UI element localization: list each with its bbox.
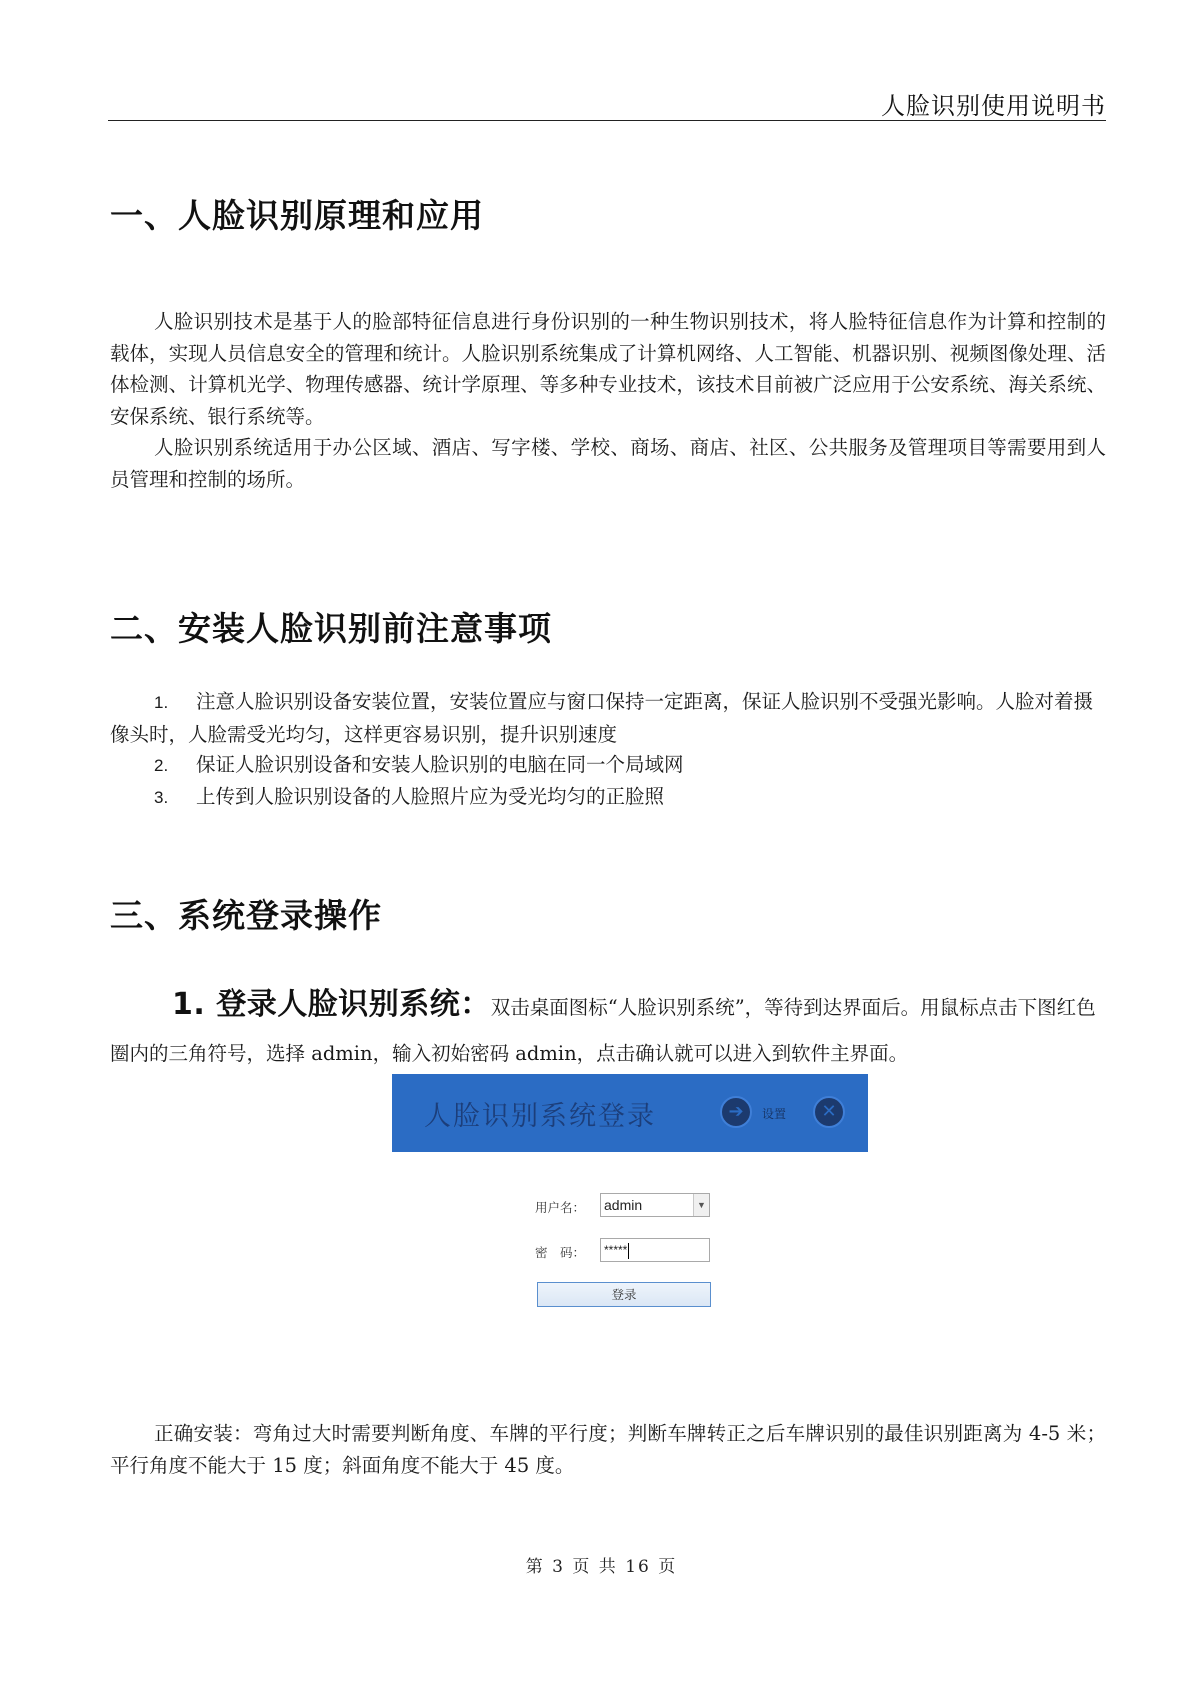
installation-note: 正确安装：弯角过大时需要判断角度、车牌的平行度；判断车牌转正之后车牌识别的最佳识别距离为 4-5 米；平行角度不能大于 15 度；斜面角度不能大于 45 度。 — [110, 1422, 1106, 1477]
notice-item-text: 上传到人脸识别设备的人脸照片应为受光均匀的正脸照 — [196, 785, 665, 808]
settings-label[interactable]: 设置 — [762, 1107, 787, 1121]
notice-item-text: 保证人脸识别设备和安装人脸识别的电脑在同一个局域网 — [196, 753, 684, 776]
password-value: ***** — [604, 1243, 628, 1257]
section-2-heading: 二、安装人脸识别前注意事项 — [110, 609, 552, 648]
login-instructions-text: 双击桌面图标“人脸识别系统”，等待到达界面后。用鼠标点击下图红色圈内的三角符号，选择 admin，输入初始密码 admin，点击确认就可以进入到软件主界面。 — [110, 996, 1096, 1065]
chevron-down-icon[interactable]: ▼ — [693, 1194, 709, 1216]
section-1-heading: 一、人脸识别原理和应用 — [110, 196, 484, 235]
login-instructions — [110, 982, 1108, 1077]
login-window-banner — [392, 1074, 868, 1152]
username-value: admin — [604, 1197, 643, 1213]
arrow-right-circle-icon[interactable]: ➔ — [720, 1096, 752, 1128]
notice-item-2 — [110, 749, 1106, 782]
notice-item-1 — [110, 686, 1106, 750]
username-select[interactable] — [600, 1193, 710, 1217]
password-field[interactable] — [600, 1238, 710, 1262]
section-3-heading: 三、系统登录操作 — [110, 896, 382, 935]
username-label: 用户名： — [535, 1200, 586, 1215]
login-window-title: 人脸识别系统登录 — [424, 1101, 656, 1132]
text-cursor — [628, 1243, 629, 1259]
section-1-paragraph-2: 人脸识别系统适用于办公区域、酒店、写字楼、学校、商场、商店、社区、公共服务及管理项目等需要用到人员管理和控制的场所。 — [110, 436, 1106, 491]
section-1-paragraph-1: 人脸识别技术是基于人的脸部特征信息进行身份识别的一种生物识别技术，将人脸特征信息作为计算和控制的载体，实现人员信息安全的管理和统计。人脸识别系统集成了计算机网络、人工智能、机器识别、视频图像处理、活体检测、计算机光学、物理传感器、统计学原理、等多种专业技术，该技术目前被广泛应用于公安系统、海关系统、安保系统、银行系统等。 — [110, 310, 1106, 428]
header-divider — [108, 120, 1106, 121]
password-label: 密 码： — [535, 1245, 586, 1260]
notice-item-number: 1. — [154, 693, 169, 712]
notice-item-number: 3. — [154, 788, 169, 807]
login-subheading: 1. 登录人脸识别系统： — [172, 987, 491, 1022]
notice-item-text: 注意人脸识别设备安装位置，安装位置应与窗口保持一定距离，保证人脸识别不受强光影响。人脸对着摄像头时，人脸需受光均匀，这样更容易识别，提升识别速度 — [110, 690, 1094, 746]
login-button[interactable]: 登录 — [537, 1282, 711, 1307]
page-number-footer: 第 3 页 共 16 页 — [525, 1557, 678, 1577]
notice-item-3 — [110, 781, 1106, 814]
close-circle-icon[interactable]: ✕ — [813, 1096, 845, 1128]
document-header-title: 人脸识别使用说明书 — [881, 92, 1106, 120]
notice-item-number: 2. — [154, 756, 169, 775]
